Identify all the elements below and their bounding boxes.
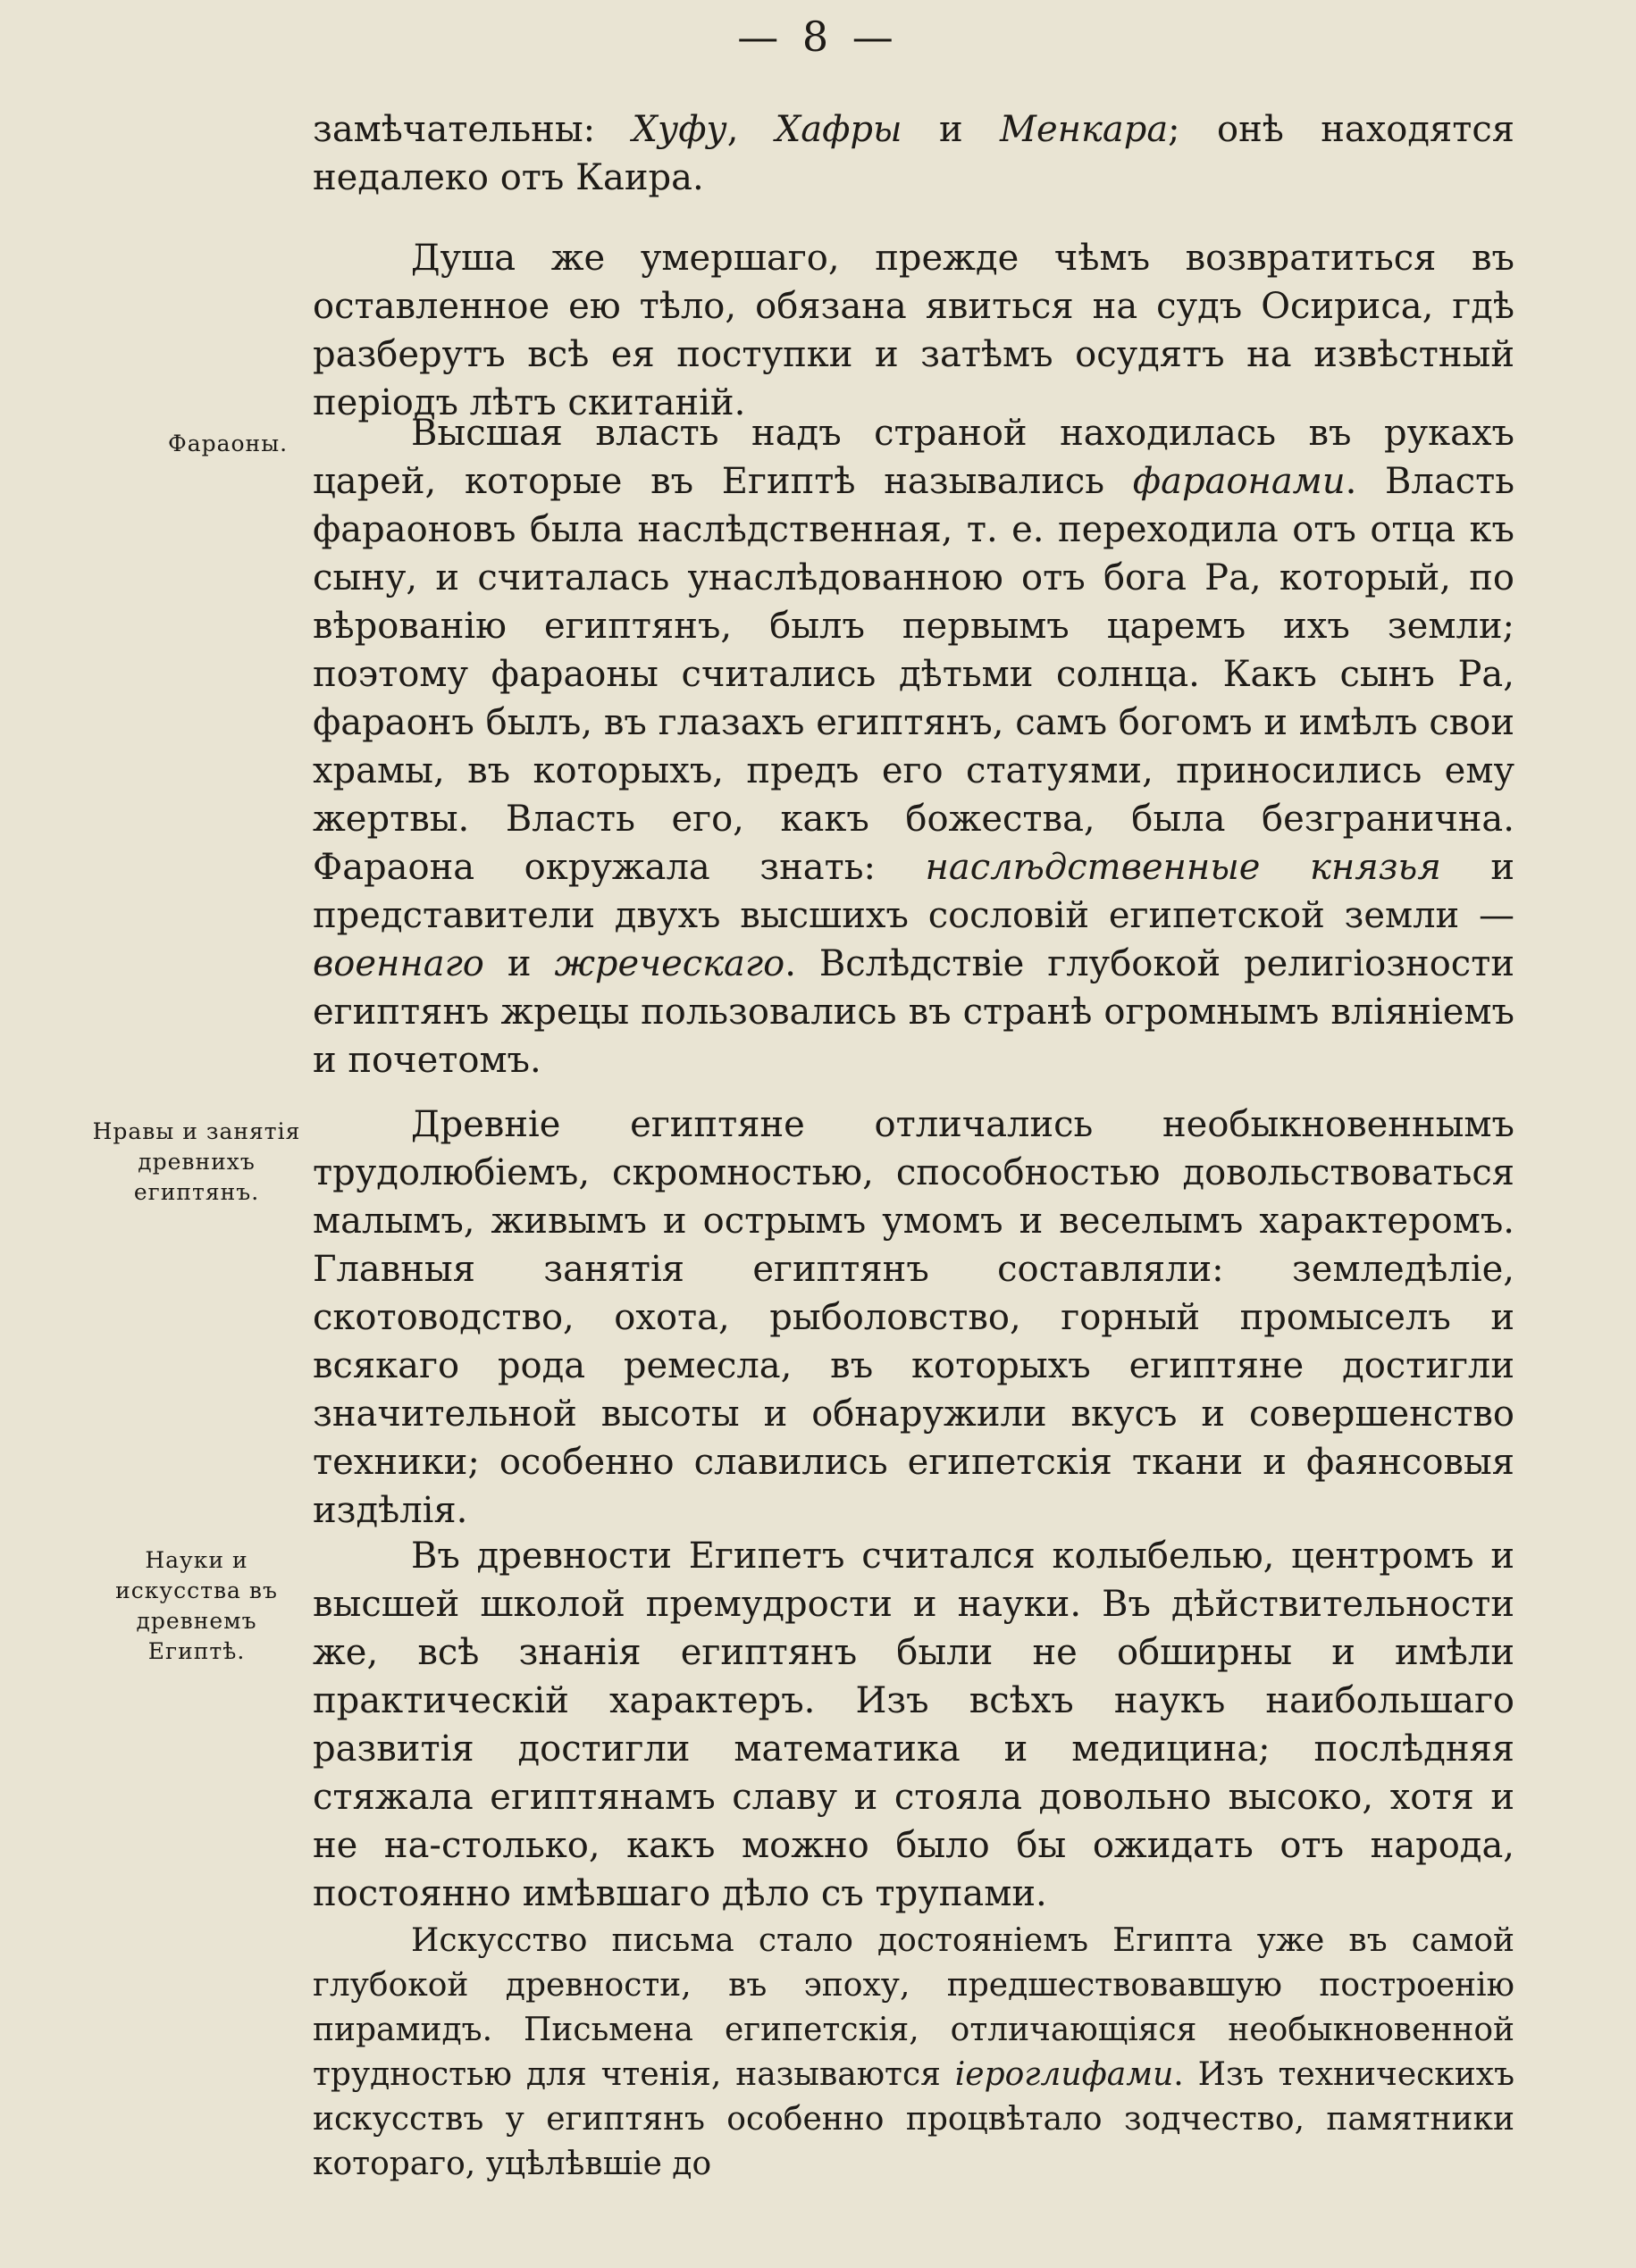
paragraph-sciences (313, 1532, 1514, 1918)
paragraph-pharaohs (313, 409, 1514, 1084)
italic-term: фараонами (1132, 461, 1346, 502)
italic-term: Менкара (1000, 109, 1169, 150)
text-run: Высшая власть надъ страной находилась въ рукахъ царей, которые въ Египтѣ назывались (313, 413, 1514, 502)
text-run: . Изъ техническихъ искусствъ у египтянъ особенно процвѣтало зодчество, памятники котораго, уцѣлѣвшіе до (313, 2056, 1514, 2182)
italic-term: военнаго (313, 943, 484, 984)
paragraph-pyramids (313, 105, 1514, 202)
text-run: и представители двухъ высшихъ сословій египетской земли — (313, 847, 1515, 936)
margin-note-customs: Нравы и занятія древнихъ египтянъ. (92, 1118, 301, 1205)
paragraph-soul (313, 234, 1514, 427)
paragraph-customs (313, 1101, 1514, 1535)
text-run: и (902, 109, 1000, 150)
text-run: Душа же умершаго, прежде чѣмъ возвратиться въ оставленное ею тѣло, обязана явиться на судъ Осириса, гдѣ разберутъ всѣ ея поступки и затѣмъ осудятъ на извѣстный періодъ лѣтъ скитаній. (313, 238, 1514, 423)
paragraph-arts (313, 1919, 1514, 2187)
italic-term: жреческаго (554, 943, 785, 984)
page-number: — 8 — (737, 13, 899, 61)
italic-term: наслѣдственные князья (925, 847, 1441, 888)
text-run: и (483, 943, 555, 984)
text-run: . Вслѣдствіе глубокой религіозности египтянъ жрецы пользовались въ странѣ огромнымъ вліяніемъ и почетомъ. (313, 943, 1514, 1081)
text-run: Древніе египтяне отличались необыкновеннымъ трудолюбіемъ, скромностью, способностью довольствоваться малымъ, живымъ и острымъ умомъ и веселымъ характеромъ. Главныя занятія египтянъ составляли: земледѣліе, скотоводство, охота, рыболовство, горный промыселъ и всякаго рода ремесла, въ которыхъ египтяне достигли значительной высоты и обнаружили вкусъ и совершенство техники; особенно славились египетскія ткани и фаянсовыя издѣлія. (313, 1104, 1514, 1531)
text-run: Въ древности Египетъ считался колыбелью, центромъ и высшей школой премудрости и науки. Въ дѣйствительности же, всѣ знанія египтянъ были не обширны и имѣли практическій характеръ. Изъ всѣхъ наукъ наибольшаго развитія достигли математика и медицина; послѣдняя стяжала египтянамъ славу и стояла довольно высоко, хотя и не на-столько, какъ можно было бы ожидать отъ народа, постоянно имѣвшаго дѣло съ трупами. (313, 1536, 1514, 1914)
text-run: Искусство письма стало достояніемъ Египта уже въ самой глубокой древности, въ эпоху, предшествовавшую построенію пирамидъ. Письмена египетскія, отличающіяся необыкновенной трудностью для чтенія, называются (313, 1922, 1514, 2093)
italic-term: іероглифами (954, 2056, 1174, 2093)
margin-note-pharaohs: Фараоны. (167, 431, 289, 456)
text-run: замѣчательны: (313, 109, 633, 150)
text-run: . Власть фараоновъ была наслѣдственная, т. е. переходила отъ отца къ сыну, и считалась унаслѣдованною отъ бога Ра, который, по вѣрованію египтянъ, былъ первымъ царемъ ихъ земли; поэтому фараоны считались дѣтьми солнца. Какъ сынъ Ра, фараонъ былъ, въ глазахъ египтянъ, самъ богомъ и имѣлъ свои храмы, въ которыхъ, предъ его статуями, приносились ему жертвы. Власть его, какъ божества, была безгранична. Фараона окружала знать: (313, 461, 1515, 888)
italic-term: Хуфу (632, 109, 727, 150)
margin-note-sciences: Науки и искусства въ древнемъ Египтѣ. (115, 1547, 278, 1664)
text-run: , (726, 109, 776, 150)
italic-term: Хафры (775, 109, 902, 150)
text-run: ; онѣ находятся недалеко отъ Каира. (313, 109, 1514, 198)
